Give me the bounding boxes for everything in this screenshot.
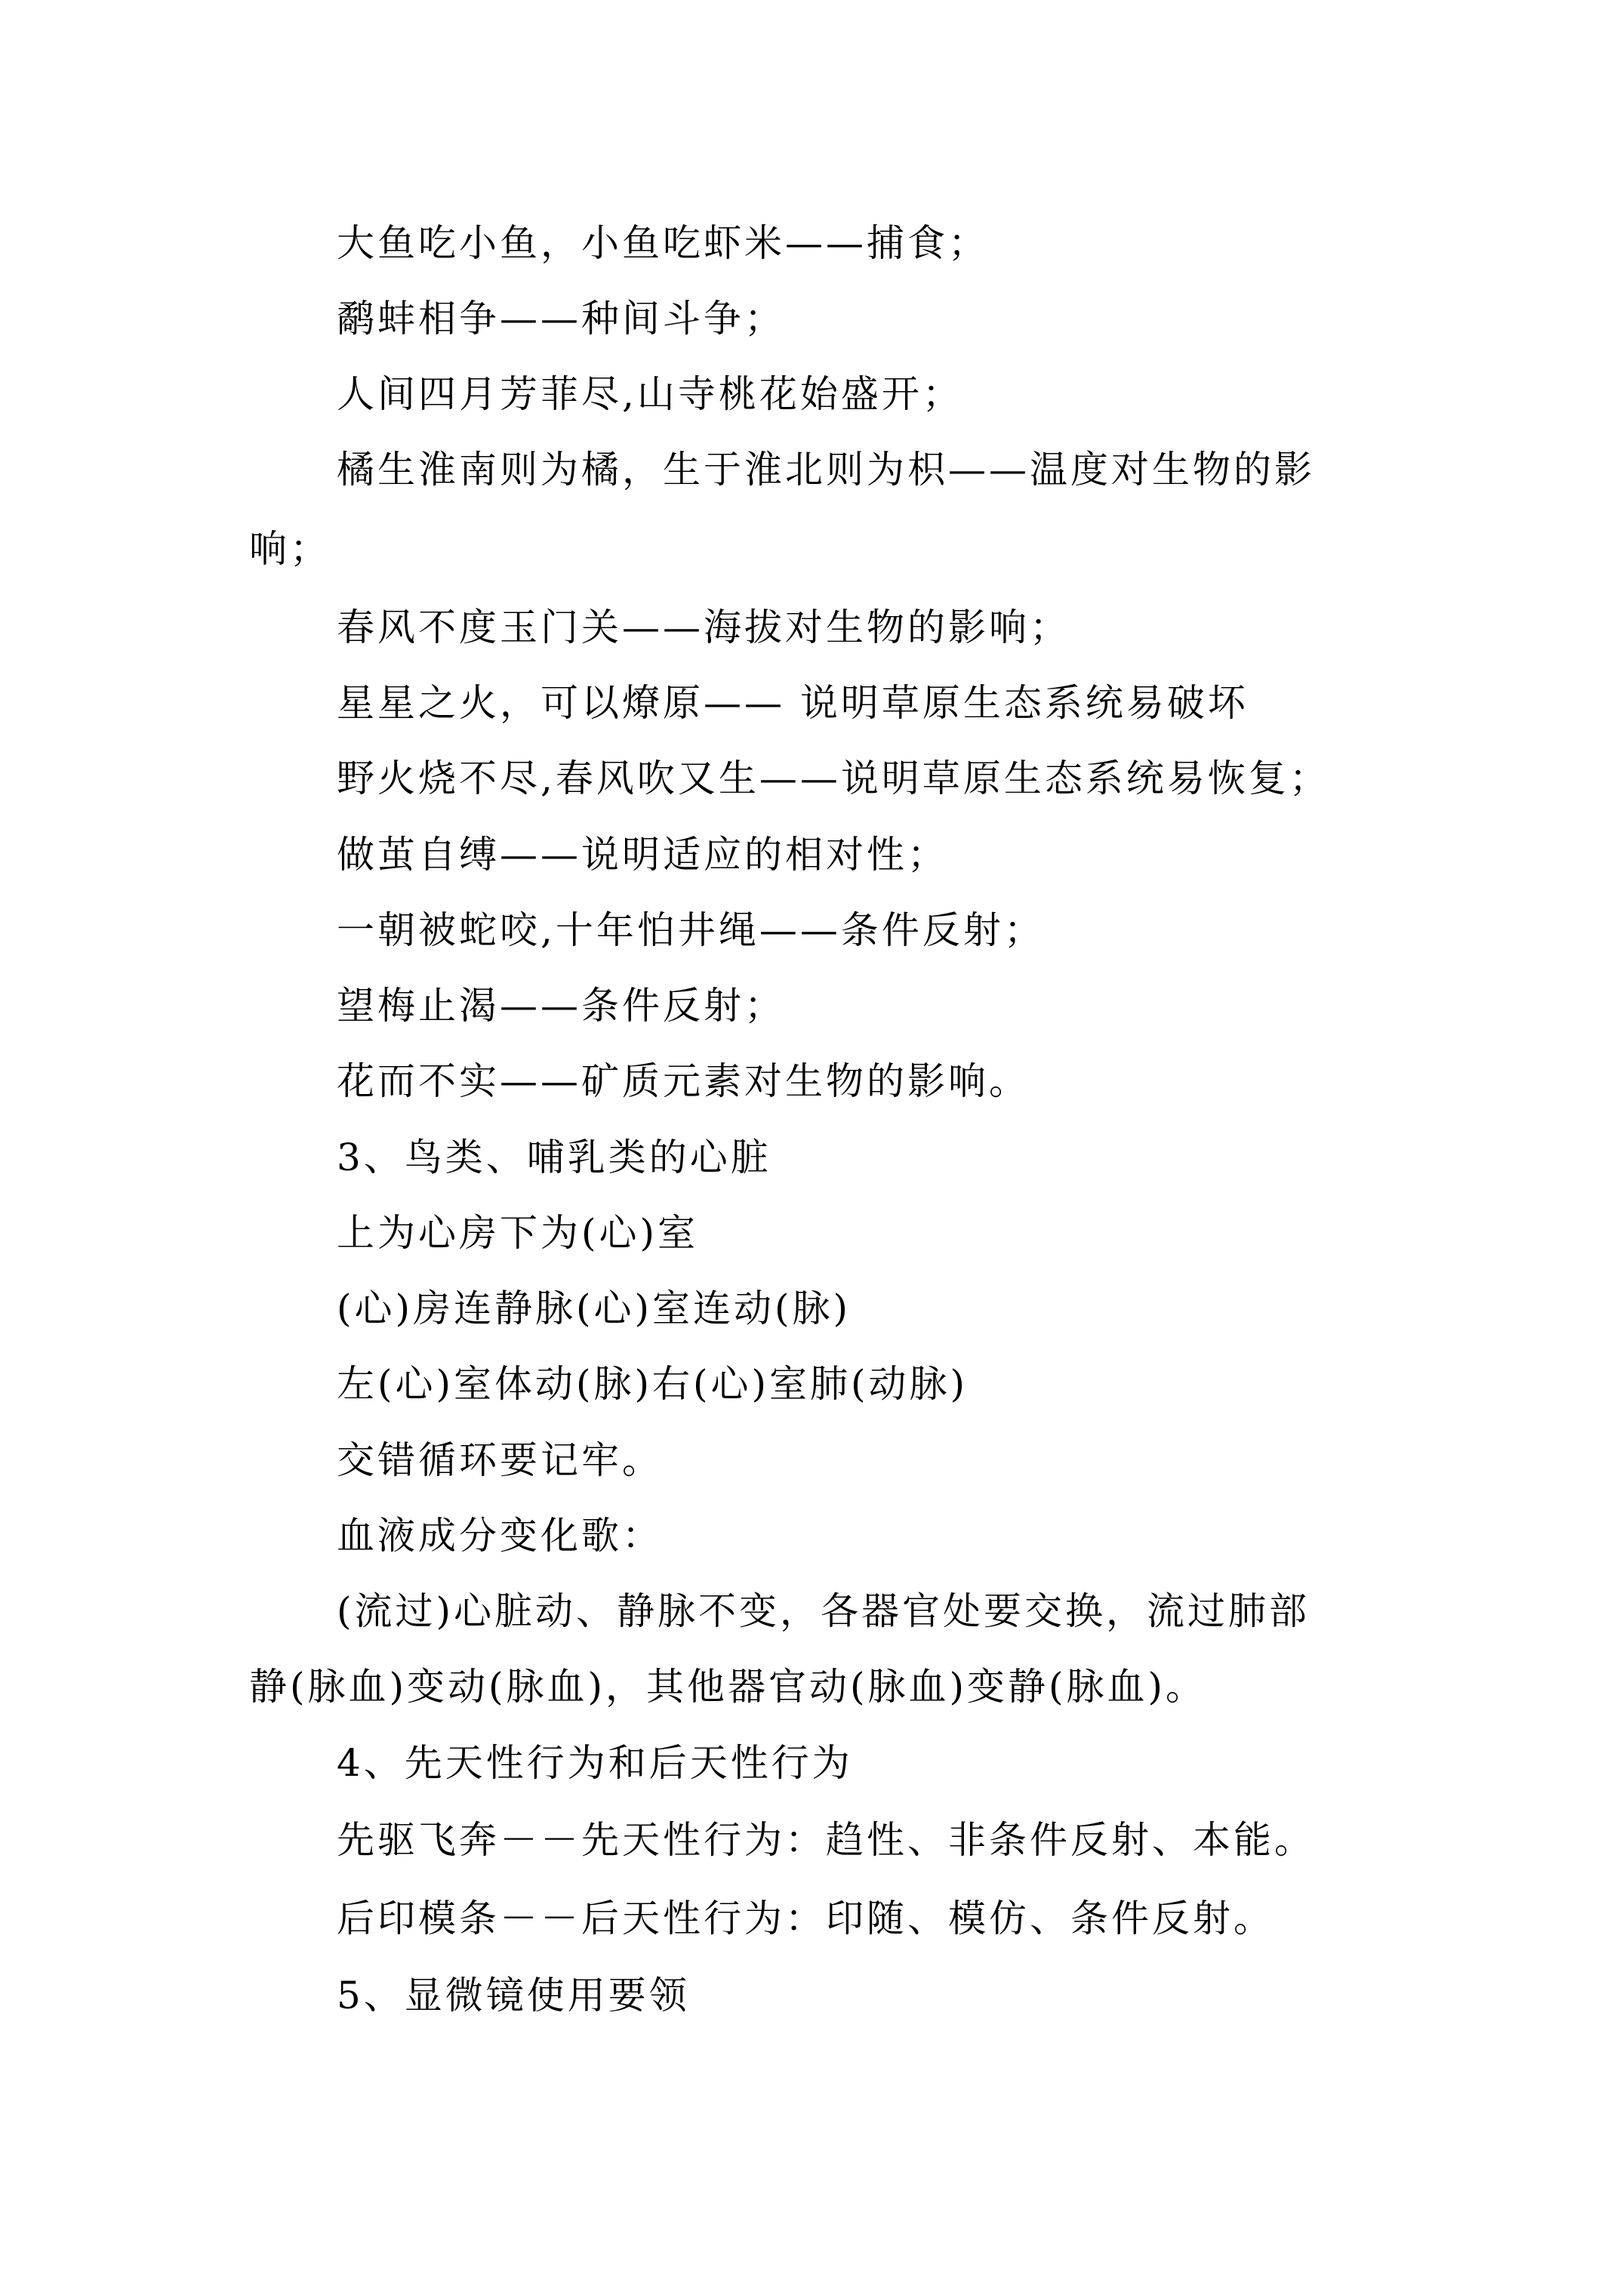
text-line: 春风不度玉门关——海拔对生物的影响；	[337, 606, 1070, 649]
section-heading: 5、显微镜使用要领	[337, 1974, 690, 2017]
text-line: 左(心)室体动(脉)右(心)室肺(动脉)	[337, 1362, 969, 1406]
text-line: 一朝被蛇咬,十年怕井绳——条件反射；	[337, 908, 1045, 952]
text-line: 鹬蚌相争——种间斗争；	[337, 297, 785, 341]
text-line: 大鱼吃小鱼，小鱼吃虾米——捕食；	[337, 221, 989, 265]
text-line: (心)房连静脉(心)室连动(脉)	[337, 1287, 852, 1330]
text-line: 花而不实——矿质元素对生物的影响。	[337, 1059, 1030, 1103]
section-heading: 3、鸟类、哺乳类的心脏	[337, 1136, 771, 1179]
text-line: 响；	[249, 527, 331, 571]
text-line: 野火烧不尽,春风吹又生——说明草原生态系统易恢复；	[337, 757, 1330, 800]
text-line: 血液成分变化歌：	[337, 1514, 663, 1558]
text-line: 上为心房下为(心)室	[337, 1211, 699, 1255]
text-line: 人间四月芳菲尽,山寺桃花始盛开；	[337, 372, 963, 416]
text-line: 后印模条－－后天性行为：印随、模仿、条件反射。	[337, 1897, 1274, 1940]
text-line: (流过)心脏动、静脉不变，各器官处要交换，流过肺部	[337, 1589, 1310, 1633]
text-line: 星星之火，可以燎原—— 说明草原生态系统易破坏	[337, 681, 1249, 725]
text-line: 交错循环要记牢。	[337, 1438, 663, 1482]
section-heading: 4、先天性行为和后天性行为	[337, 1741, 853, 1785]
text-line: 望梅止渴——条件反射；	[337, 984, 785, 1028]
text-line: 静(脉血)变动(脉血)，其他器官动(脉血)变静(脉血)。	[249, 1665, 1207, 1709]
text-line: 做茧自缚——说明适应的相对性；	[337, 833, 948, 877]
text-line: 先驱飞奔－－先天性行为：趋性、非条件反射、本能。	[337, 1818, 1315, 1862]
text-line: 橘生淮南则为橘，生于淮北则为枳——温度对生物的影	[337, 448, 1315, 492]
